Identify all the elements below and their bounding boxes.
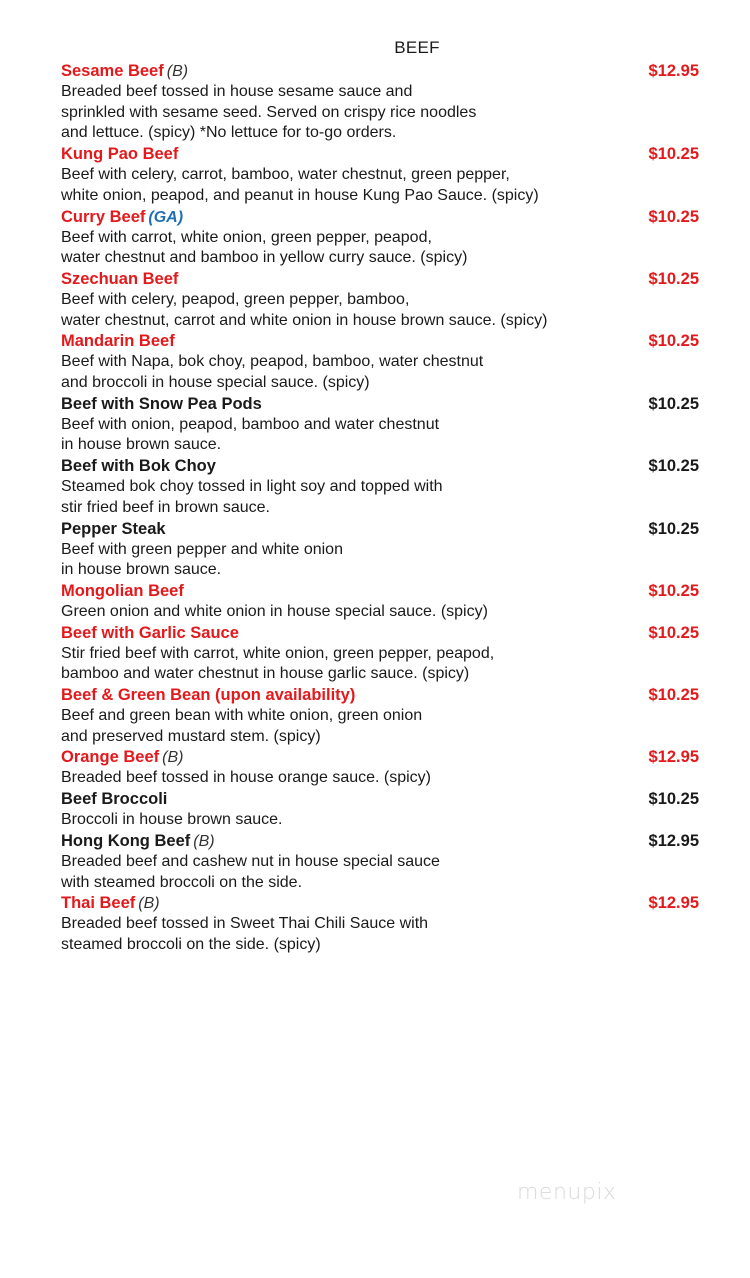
item-tag: (GA) (148, 208, 184, 226)
menu-item (61, 456, 699, 518)
item-description: Breaded beef tossed in Sweet Thai Chili Sauce with steamed broccoli on the side. (spicy) (61, 915, 429, 953)
item-description: Beef with Napa, bok choy, peapod, bamboo, water chestnut and broccoli in house special sauce. (spicy) (61, 353, 484, 392)
item-price: $10.25 (648, 457, 699, 476)
item-name: Beef with Bok Choy (61, 457, 216, 476)
item-price: $10.25 (648, 207, 699, 226)
item-name: Orange Beef (61, 748, 160, 767)
menu-item (61, 331, 699, 393)
item-description: Stir fried beef with carrot, white onion, green pepper, peapod, bamboo and water chestnut in house garlic sauce. (spicy) (61, 644, 495, 683)
menu-item (61, 519, 699, 581)
item-name: Beef Broccoli (61, 790, 168, 809)
item-description: Breaded beef tossed in house sesame sauce and sprinkled with sesame seed. Served on crispy rice noodles and lettuce. (spicy) *No lettuce for to-go orders. (61, 83, 477, 142)
item-price: $10.25 (648, 394, 699, 413)
item-name: Sesame Beef (61, 62, 164, 80)
item-price: $10.25 (648, 623, 699, 642)
item-name: Thai Beef (61, 894, 136, 913)
menu-item (61, 789, 699, 831)
menu-item (61, 685, 699, 747)
item-price: $10.25 (648, 519, 699, 538)
item-description: Breaded beef and cashew nut in house special sauce with steamed broccoli on the side. (61, 852, 440, 891)
menu-item (61, 207, 699, 269)
item-tag: (B) (166, 63, 189, 80)
item-price: $12.95 (648, 748, 699, 767)
item-price: $10.25 (648, 790, 699, 809)
item-price: $12.95 (648, 894, 699, 913)
item-price: $12.95 (648, 831, 699, 850)
item-tag: (B) (138, 895, 160, 913)
item-description: Steamed bok choy tossed in light soy and topped with stir fried beef in brown sauce. (61, 478, 443, 516)
item-price: $10.25 (648, 332, 699, 351)
item-description: Broccoli in house brown sauce. (61, 811, 283, 829)
item-name: Szechuan Beef (61, 269, 179, 288)
item-description: Beef with celery, carrot, bamboo, water chestnut, green pepper, white onion, peapod, and peanut in house Kung Pao Sauce. (spicy) (61, 166, 539, 204)
item-name: Mandarin Beef (61, 332, 175, 351)
item-price: $12.95 (648, 62, 699, 80)
menu-item (61, 269, 699, 331)
section-title: BEEF (394, 38, 440, 57)
item-description: Beef with celery, peapod, green pepper, bamboo, water chestnut, carrot and white onion in house brown sauce. (spicy) (61, 290, 548, 329)
menu-item (61, 581, 699, 623)
item-tag: (B) (162, 749, 184, 767)
menu-list (61, 61, 699, 956)
item-price: $10.25 (648, 145, 699, 164)
item-name: Beef & Green Bean (upon availability) (61, 686, 356, 705)
menu-item (61, 61, 699, 144)
item-description: Beef with green pepper and white onion in house brown sauce. (61, 540, 343, 579)
menupix-watermark: menupix (517, 1180, 617, 1205)
item-description: Breaded beef tossed in house orange sauce. (spicy) (61, 769, 432, 787)
item-tag: (B) (193, 832, 215, 850)
item-price: $10.25 (648, 686, 699, 705)
item-name: Kung Pao Beef (61, 145, 179, 164)
item-description: Beef with carrot, white onion, green pepper, peapod, water chestnut and bamboo in yellow curry sauce. (spicy) (61, 228, 468, 267)
menu-item (61, 394, 699, 456)
item-name: Pepper Steak (61, 519, 166, 538)
item-name: Beef with Garlic Sauce (61, 623, 239, 642)
menu-item (61, 144, 699, 206)
item-description: Beef and green bean with white onion, green onion and preserved mustard stem. (spicy) (61, 707, 423, 745)
item-price: $10.25 (648, 581, 699, 600)
item-description: Green onion and white onion in house special sauce. (spicy) (61, 602, 488, 620)
menu-item (61, 747, 699, 789)
item-name: Curry Beef (61, 207, 146, 226)
item-description: Beef with onion, peapod, bamboo and water chestnut in house brown sauce. (61, 415, 440, 454)
item-name: Beef with Snow Pea Pods (61, 394, 262, 413)
menu-item (61, 893, 699, 955)
item-price: $10.25 (648, 269, 699, 288)
item-name: Hong Kong Beef (61, 831, 191, 850)
menu-item (61, 623, 699, 685)
menu-item (61, 831, 699, 893)
item-name: Mongolian Beef (61, 581, 184, 600)
